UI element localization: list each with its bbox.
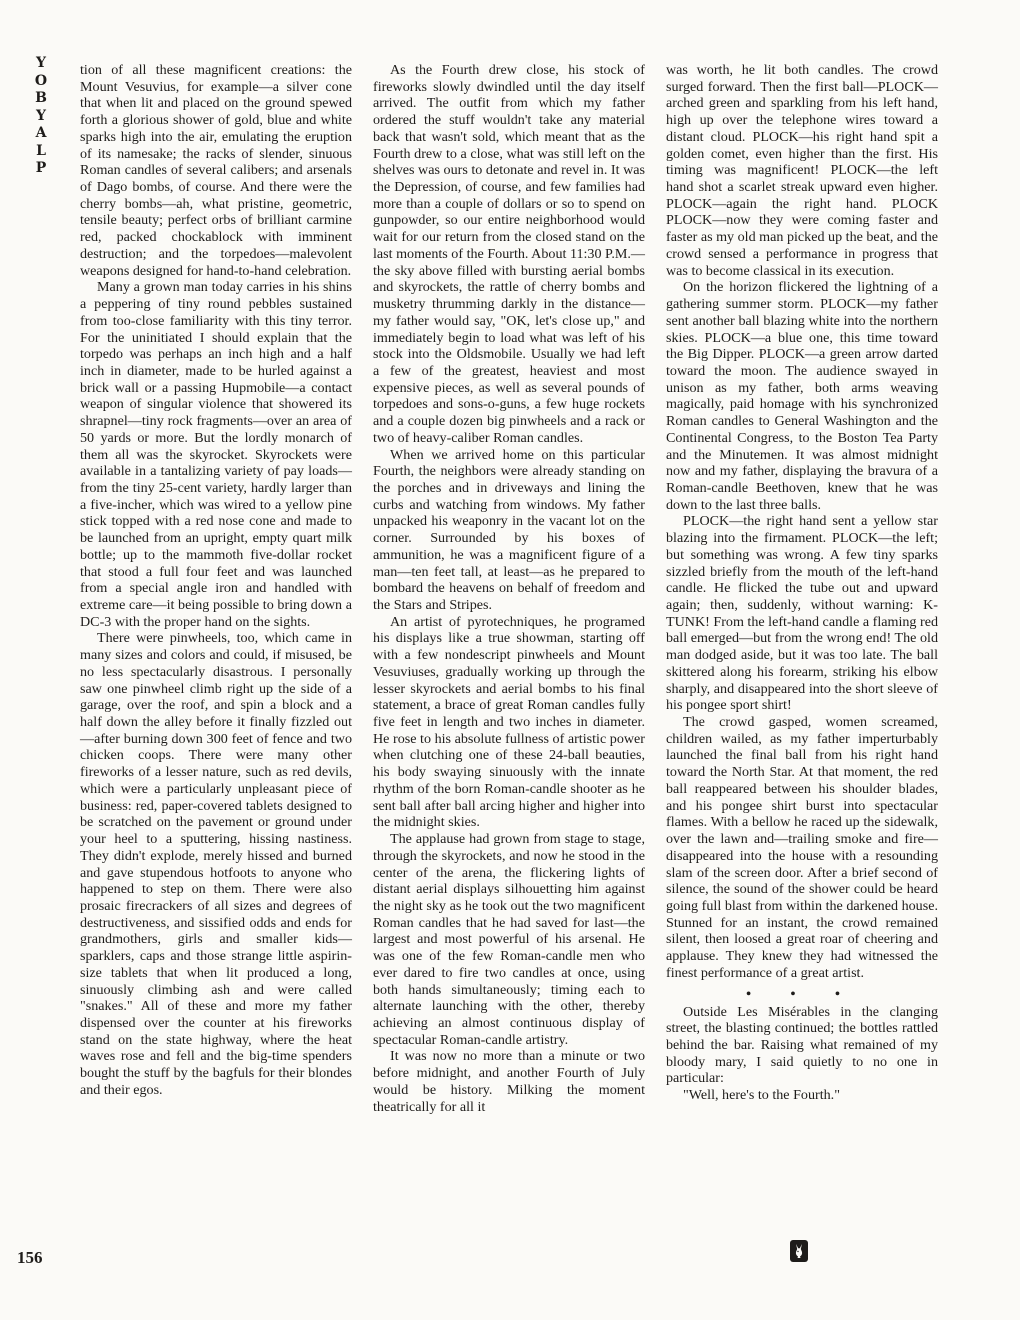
- paragraph: Many a grown man today carries in his shins a peppering of tiny round pebbles sustained from too-close familiarity with this tiny terror. For the uninitiated I should explain that the torpedo was perhaps an inch high and a half inch in diameter, made to be hurled against a brick wall or a passing Hupmobile—a contact weapon of singular violence that showered its shrapnel—tiny rock fragments—over an area of 50 yards or more. But the lordly monarch of them all was the skyrocket. Skyrockets were available in a tantalizing variety of pay loads—from the tiny 25-cent variety, hardly larger than a five-incher, which was wired to a yellow pine stick topped with a red nose cone and made to be launched from an upright, empty quart milk bottle; up to the mammoth five-dollar rocket that stood a full four feet and was launched from a special angle iron and handled with extreme care—it being possible to bring down a DC-3 with the proper hand on the sights.: [80, 279, 352, 630]
- paragraph: On the horizon flickered the lightning of a gathering summer storm. PLOCK—my father sent another ball blazing white into the northern skies. PLOCK—a blue one, this time toward the Big Dipper. PLOCK—a green arrow darted toward the moon. The audience swayed in unison as my father, both arms weaving magically, paid homage with his synchronized Roman candles to General Washington and the Continental Congress, to the Boston Tea Party and the Minutemen. It was almost midnight now and my father, displaying the bravura of a Roman-candle Beethoven, knew that he was down to the last three balls.: [666, 279, 938, 513]
- section-break: • • •: [746, 985, 858, 1002]
- paragraph: "Well, here's to the Fourth.": [683, 1087, 840, 1104]
- masthead-letter: Y: [36, 107, 46, 124]
- masthead-letter: B: [35, 90, 47, 106]
- masthead-vertical: [30, 55, 52, 178]
- paragraph: was worth, he lit both candles. The crowd surged forward. Then the first ball—PLOCK—arched green and sparkling from his left hand, high up over the telephone wires toward a distant cloud. PLOCK—his right hand spit a golden comet, even higher than the first. His timing was magnificent! PLOCK—the left hand shot a scarlet streak upward even higher. PLOCK—again the right hand. PLOCK PLOCK—now they were coming faster and faster as my old man picked up the beat, and the crowd sensed a performance in progress that was to become classical in its execution.: [666, 62, 938, 279]
- paragraph: The crowd gasped, women screamed, children wailed, as my father imperturbably launched the final ball from his right hand toward the North Star. At that moment, the red ball reappeared between his shoulder blades, and his pongee shirt burst into spectacular flames. With a bellow he raced up the sidewalk, over the lawn and—trailing smoke and fire—disappeared into the house with a resounding slam of the screen door. After a brief second of silence, the sound of the shower could be heard going full blast from within the darkened house. Stunned for an instant, the crowd remained silent, then loosed a great roar of cheering and applause. They knew they had witnessed the finest performance of a great artist.: [666, 714, 938, 981]
- paragraph: The applause had grown from stage to stage, through the skyrockets, and now he stood in the center of the arena, the flickering lights of distant aerial displays silhouetting him against the night sky as he took out the two magnificent Roman candles that he had saved for last—the largest and most powerful of his arsenal. He was one of the few Roman-candle men who ever dared to fire two candles at once, using both hands simultaneously; timing each to alternate launching with the other, thereby achieving an almost continuous display of spectacular Roman-candle artistry.: [373, 831, 645, 1048]
- masthead-letter: Y: [36, 55, 46, 71]
- text-column-1: [80, 62, 352, 1099]
- masthead-letter: L: [36, 142, 46, 159]
- masthead-letter: A: [35, 125, 47, 141]
- paragraph: An artist of pyrotechniques, he programed his displays like a true showman, starting off with a few nondescript pinwheels and Mount Vesuviuses, gradually working up through the lesser skyrockets and aerial bombs to his final statement, a brace of great Roman candles fully five feet in length and two inches in diameter. He rose to his absolute fullness of artistic power when clutching one of these 24-ball beauties, his body swaying sinuously with the innate rhythm of the born Roman-candle shooter as he sent ball after ball arcing higher and higher into the midnight skies.: [373, 613, 645, 831]
- paragraph: It was now no more than a minute or two before midnight, and another Fourth of July would be history. Milking the moment theatrically for all it: [373, 1048, 645, 1115]
- paragraph: PLOCK—the right hand sent a yellow star blazing into the firmament. PLOCK—the left; but something was wrong. A few tiny sparks sizzled briefly from the mouth of the left-hand candle. He flicked the tube out and upward again; then, suddenly, without warning: K-TUNK! From the left-hand candle a flaming red ball emerged—but from the wrong end! The old man dodged aside, but it was too late. The ball skittered along his forearm, striking his elbow sharply, and disappeared into the short sleeve of his pongee sport shirt!: [666, 513, 938, 714]
- masthead-letter: O: [34, 72, 48, 89]
- playboy-rabbit-end-mark-icon: [790, 1240, 808, 1262]
- masthead-letter: P: [35, 160, 47, 176]
- paragraph: tion of all these magnificent creations: the Mount Vesuvius, for example—a silver cone that when lit and placed on the ground spewed forth a glorious shower of gold, blue and white sparks high into the air, emulating the eruption of its namesake; the racks of slender, sinuous Roman candles of several calibers; and arsenals of Dago bombs, of course. And there were the cherry bombs—ah, what pristine, geometric, tensile beauty; perfect orbs of brilliant carmine red, packed chockablock with imminent destruction; and the torpedoes—malevolent weapons designed for hand-to-hand celebration.: [80, 62, 352, 279]
- page-number: 156: [17, 1248, 43, 1267]
- paragraph: As the Fourth drew close, his stock of fireworks slowly dwindled until the day itself arrived. The outfit from which my father ordered the stuff wouldn't take any material back that wasn't sold, which meant that as the Fourth drew to a close, what was still left on the shelves was ours to detonate and revel in. It was the Depression, of course, and few families had more than a couple of dollars or so to spend on gunpowder, so our entire neighborhood would wait for our return from the closed stand on the last moments of the Fourth. About 11:30 P.M.—the sky above filled with bursting aerial bombs and skyrockets, the rattle of cherry bombs and musketry thrumming darkly in the distance—my father would say, "OK, let's close up," and immediately begin to load what was left of his stock into the Oldsmobile. Usually we had left a few of the greatest, heaviest and most expensive pieces, as well as several pounds of torpedoes and sons-o-guns, a few huge rockets and a couple dozen big pinwheels and a rack or two of heavy-caliber Roman candles.: [373, 62, 645, 446]
- paragraph: Outside Les Misérables in the clanging street, the blasting continued; the bottles rattled behind the bar. Raising what remained of my bloody mary, I said quietly to no one in particular:: [666, 1003, 938, 1087]
- text-column-3: [666, 62, 938, 1104]
- paragraph: When we arrived home on this particular Fourth, the neighbors were already standing on the porches and in driveways and lining the curbs and watching from windows. My father unpacked his weaponry in the vacant lot on the corner. Surrounded by his boxes of ammunition, he was a magnificent figure of a man—ten feet tall, at least—as he prepared to bombard the heavens on behalf of freedom and the Stars and Stripes.: [373, 446, 645, 613]
- paragraph: There were pinwheels, too, which came in many sizes and colors and could, if misused, be no less spectacularly disastrous. I personally saw one pinwheel climb right up the side of a garage, over the roof, and spin a block and a half down the alley before it finally fizzled out—after burning down 300 feet of fence and two chicken coops. There were many other fireworks of a lesser nature, such as red devils, which were a particularly unpleasant piece of business: red, paper-covered tablets designed to be scratched on the pavement or ground under your heel to a sputtering, hissing nastiness. They didn't explode, merely hissed and burned and gave stupendous hotfoots to anyone who happened to step on them. There were also prosaic firecrackers of all sizes and degrees of destructiveness, and sissified odds and ends for grandmothers, girls and smaller kids—sparklers, caps and those strange little aspirin-size tablets that when lit produced a long, sinuously climbing ash and were called "snakes." All of these and more my father dispensed over the counter at his fireworks stand on the state highway, where the heat waves rose and fell and the big-time spenders bought the stuff by the bagfuls for their blondes and their egos.: [80, 630, 352, 1098]
- text-column-2: [373, 62, 645, 1115]
